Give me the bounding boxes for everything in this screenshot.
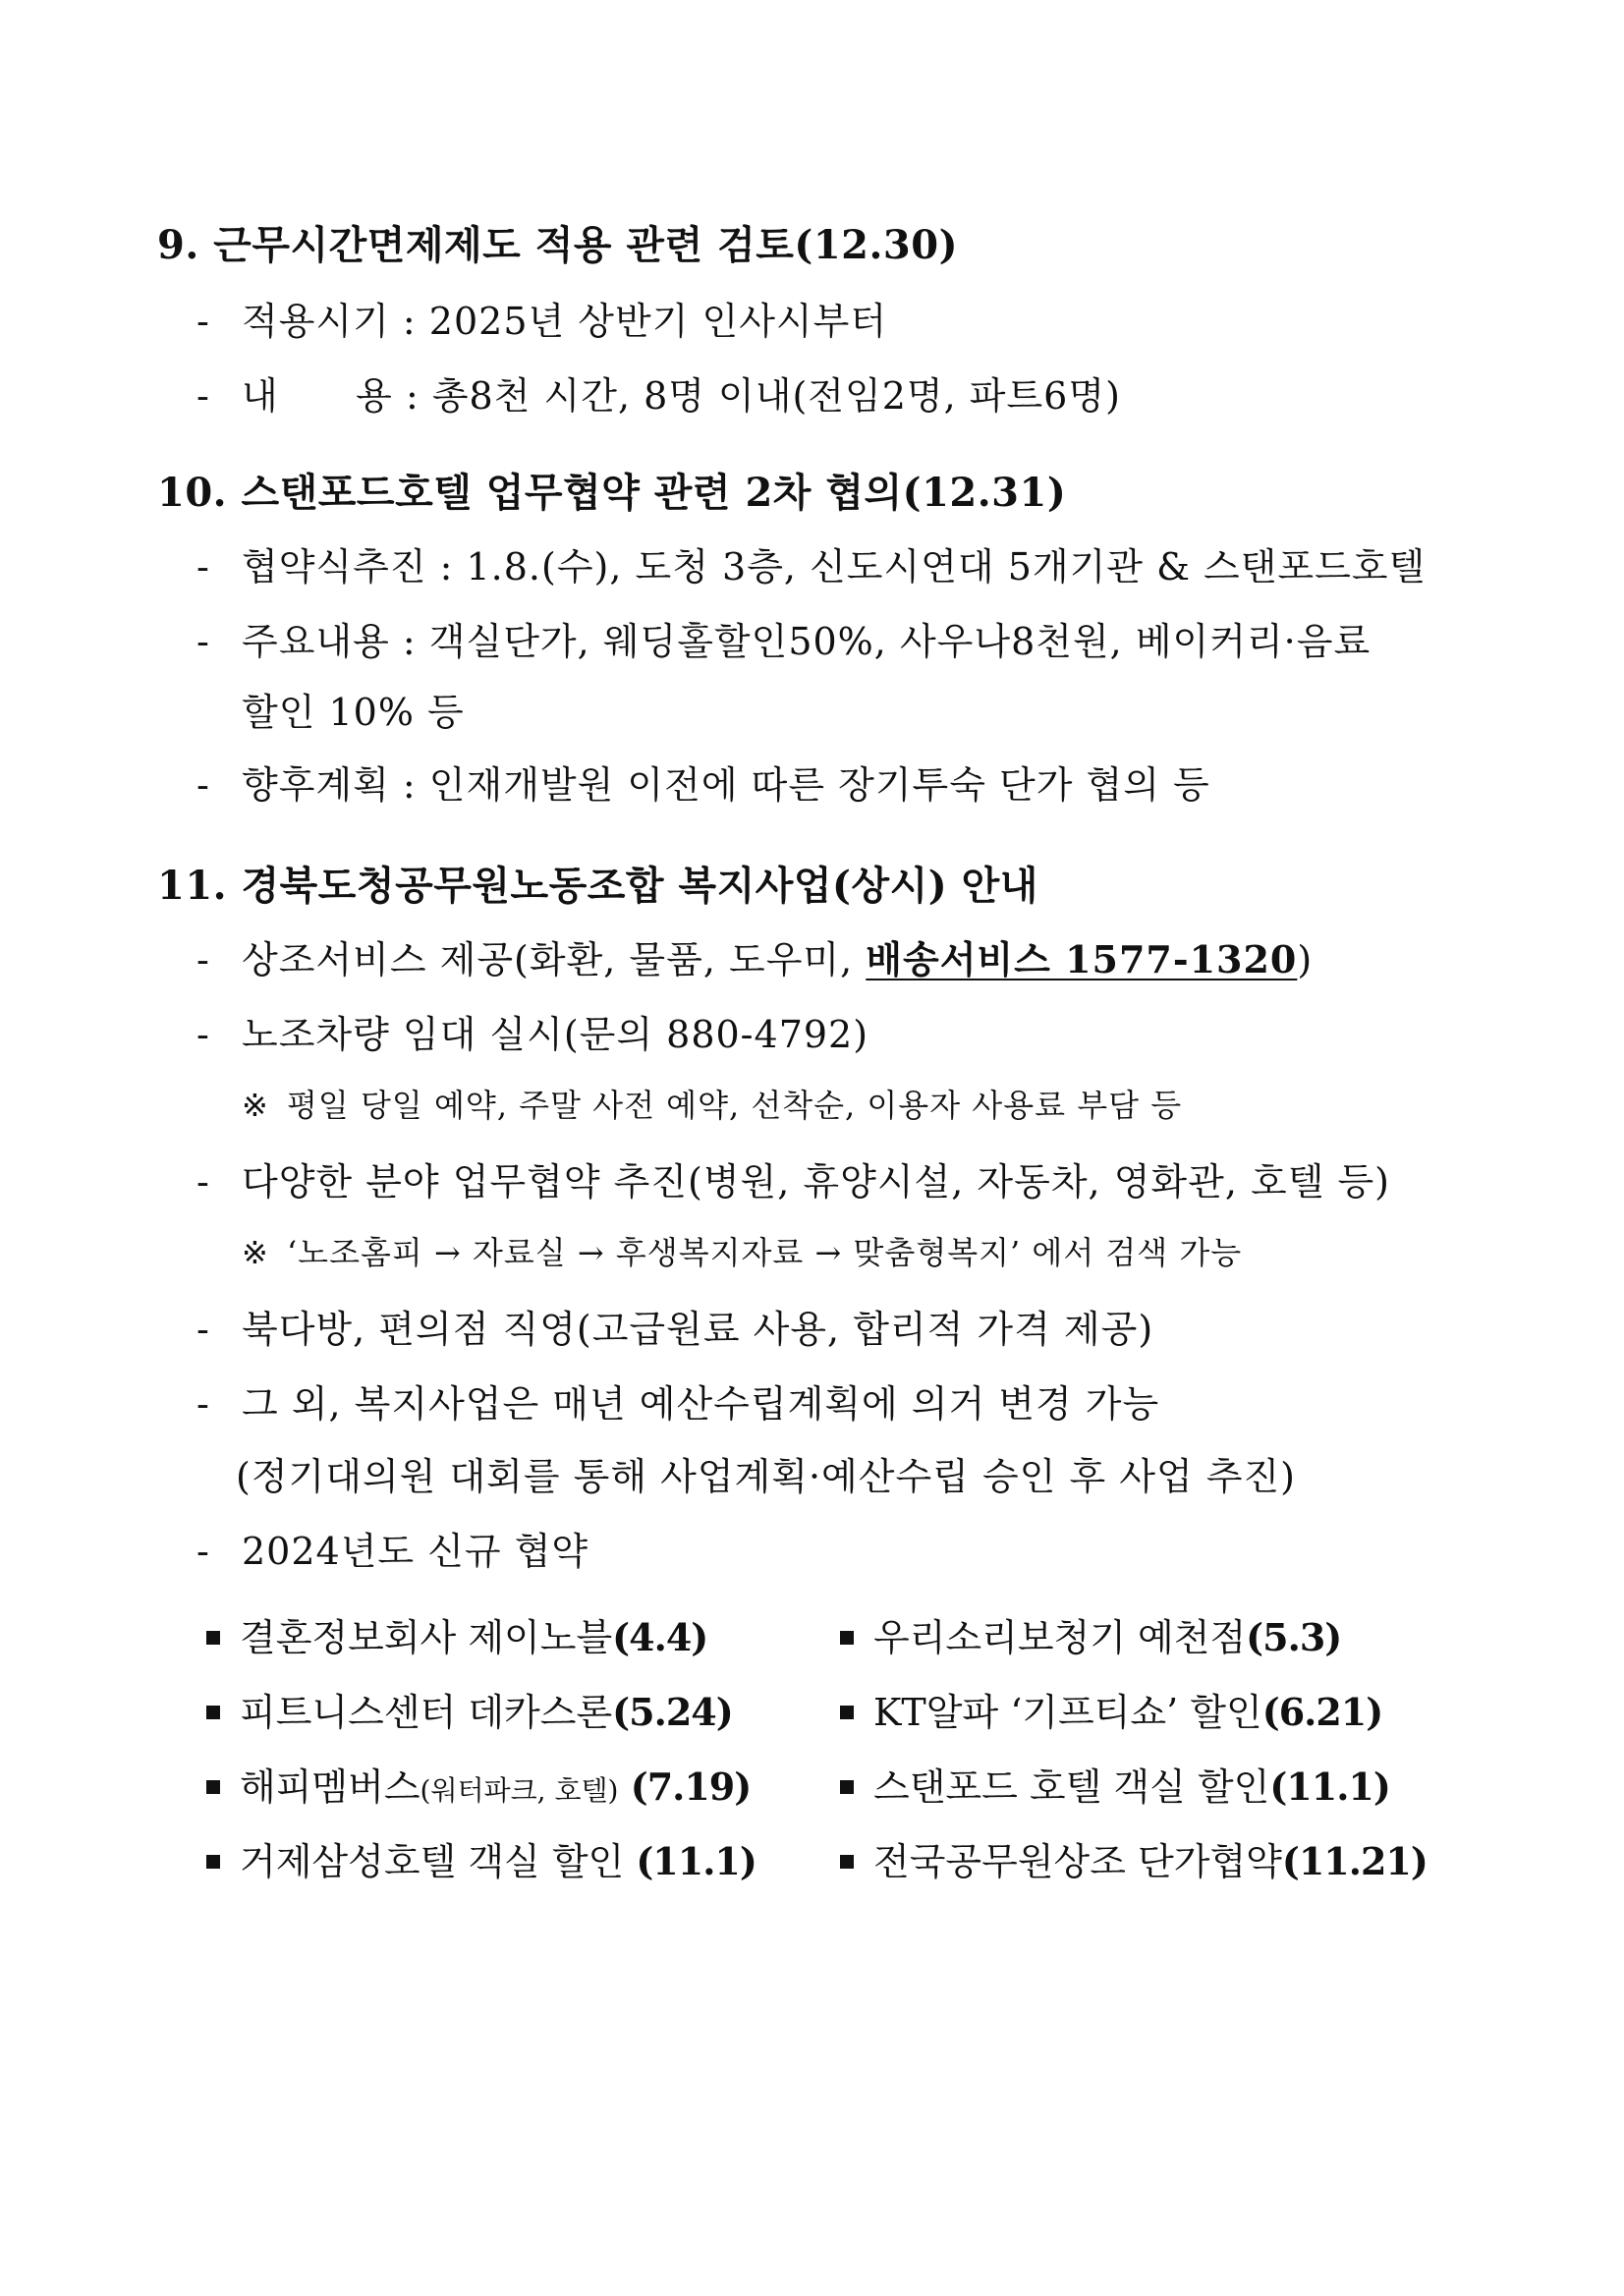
agreement-item <box>206 1831 756 1885</box>
agreement-item <box>840 1831 1428 1885</box>
item-text: 상조서비스 제공(화환, 물품, 도우미, <box>242 938 867 981</box>
dash: - <box>196 545 210 588</box>
section-10-item-1 <box>196 536 1426 590</box>
section-11-item-4 <box>196 1299 1153 1353</box>
item-text-suffix: ) <box>1297 938 1314 981</box>
section-11-item-5 <box>196 1373 1159 1428</box>
square-bullet-icon <box>840 1855 854 1869</box>
agreement-name: 전국공무원상조 단가협약 <box>873 1840 1282 1883</box>
agreement-item <box>840 1682 1382 1736</box>
item-text: 노조차량 임대 실시(문의 880-4792) <box>242 1013 869 1056</box>
note-text: ‘노조홈피 → 자료실 → 후생복지자료 → 맞춤형복지’ 에서 검색 가능 <box>287 1234 1243 1271</box>
item-text: 내 용 : 총8천 시간, 8명 이내(전임2명, 파트6명) <box>242 374 1121 418</box>
section-11-item-1 <box>196 929 1313 983</box>
square-bullet-icon <box>840 1780 854 1794</box>
section-10-item-2 <box>196 611 1371 665</box>
agreement-item <box>206 1607 707 1661</box>
agreement-date: (11.21) <box>1281 1839 1428 1883</box>
square-bullet-icon <box>206 1706 220 1719</box>
agreement-date: (5.24) <box>612 1690 733 1734</box>
square-bullet-icon <box>206 1780 220 1794</box>
agreement-name: 우리소리보청기 예천점 <box>873 1616 1247 1659</box>
section-9-heading: 9. 근무시간면제제도 적용 관련 검토(12.30) <box>157 222 959 268</box>
dash: - <box>196 620 210 663</box>
agreement-item <box>206 1682 733 1736</box>
agreement-name: 해피멤버스 <box>240 1765 420 1809</box>
agreement-name: 결혼정보회사 제이노블 <box>240 1616 613 1659</box>
dash: - <box>196 1160 210 1204</box>
section-11-item-5-continued: (정기대의원 대회를 통해 사업계획·예산수립 승인 후 사업 추진) <box>236 1455 1296 1498</box>
dash: - <box>196 300 210 343</box>
dash: - <box>196 1382 210 1426</box>
agreement-detail: (워터파크, 호텔) <box>420 1774 619 1807</box>
item-text: 2024년도 신규 협약 <box>242 1530 589 1573</box>
dash: - <box>196 1013 210 1056</box>
note-text: 평일 당일 예약, 주말 사전 예약, 선착순, 이용자 사용료 부담 등 <box>287 1087 1183 1124</box>
agreement-date: (11.1) <box>1269 1764 1390 1809</box>
note-mark: ※ <box>242 1087 269 1124</box>
agreement-date: (11.1) <box>636 1839 756 1883</box>
item-text: 다양한 분야 업무협약 추진(병원, 휴양시설, 자동차, 영화관, 호텔 등) <box>242 1160 1391 1204</box>
dash: - <box>196 938 210 981</box>
agreement-date: (6.21) <box>1261 1690 1383 1734</box>
item-text: 주요내용 : 객실단가, 웨딩홀할인50%, 사우나8천원, 베이커리·음료 <box>242 620 1372 663</box>
section-9-item-1 <box>196 291 887 345</box>
section-11-item-6 <box>196 1521 588 1575</box>
note-mark: ※ <box>242 1234 269 1271</box>
agreement-date: (4.4) <box>612 1615 708 1659</box>
agreement-item <box>840 1607 1341 1661</box>
section-11-note-1 <box>242 1081 1182 1126</box>
section-11-item-2 <box>196 1004 868 1058</box>
section-11-note-2 <box>242 1228 1242 1273</box>
square-bullet-icon <box>206 1631 220 1645</box>
agreement-name: KT알파 ‘기프티쇼’ 할인 <box>873 1691 1262 1734</box>
agreement-item <box>206 1757 751 1811</box>
agreement-name: 거제삼성호텔 객실 할인 <box>240 1840 637 1883</box>
item-text: 향후계획 : 인재개발원 이전에 따른 장기투숙 단가 협의 등 <box>242 763 1210 807</box>
square-bullet-icon <box>840 1706 854 1719</box>
section-10-item-2-continued: 할인 10% 등 <box>242 691 465 734</box>
item-text: 그 외, 복지사업은 매년 예산수립계획에 의거 변경 가능 <box>242 1382 1160 1426</box>
section-9-item-2 <box>196 365 1121 420</box>
item-text: 북다방, 편의점 직영(고급원료 사용, 합리적 가격 제공) <box>242 1308 1154 1351</box>
delivery-service-text: 배송서비스 1577-1320 <box>866 937 1298 981</box>
dash: - <box>196 374 210 418</box>
agreement-item <box>840 1757 1390 1811</box>
item-text: 적용시기 : 2025년 상반기 인사시부터 <box>242 300 888 343</box>
agreement-name: 피트니스센터 데카스론 <box>240 1691 613 1734</box>
agreement-date: (5.3) <box>1246 1615 1342 1659</box>
square-bullet-icon <box>206 1855 220 1869</box>
square-bullet-icon <box>840 1631 854 1645</box>
agreement-name: 스탠포드 호텔 객실 할인 <box>873 1765 1270 1809</box>
section-11-heading: 11. 경북도청공무원노동조합 복지사업(상시) 안내 <box>157 863 1038 909</box>
item-text: 협약식추진 : 1.8.(수), 도청 3층, 신도시연대 5개기관 & 스탠포드호텔 <box>242 545 1427 588</box>
agreement-date: (7.19) <box>618 1764 752 1809</box>
section-10-heading: 10. 스탠포드호텔 업무협약 관련 2차 협의(12.31) <box>157 470 1067 516</box>
dash: - <box>196 763 210 807</box>
section-10-item-3 <box>196 755 1210 809</box>
dash: - <box>196 1530 210 1573</box>
section-11-item-3 <box>196 1151 1390 1205</box>
dash: - <box>196 1308 210 1351</box>
